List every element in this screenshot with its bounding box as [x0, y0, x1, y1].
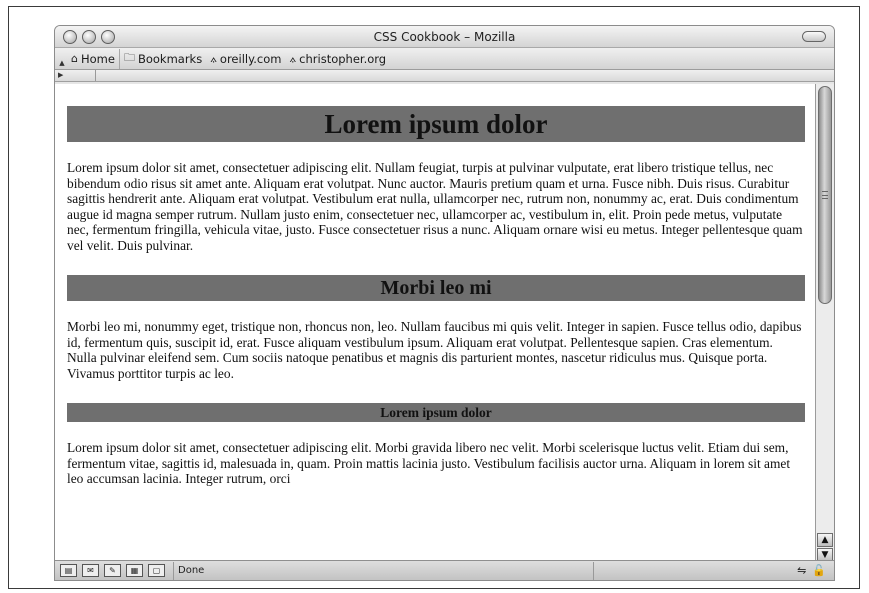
page-content — [55, 84, 815, 562]
paragraph-3: Lorem ipsum dolor sit amet, consectetuer adipiscing elit. Morbi gravida libero nec velit. Morbi scelerisque luctus velit. Etiam dui sem, fermentum vitae, sagittis id, malesuada in, quam. Proin mattis lacinia justo. Vestibulum facilisis auctor urna. Aliquam in lorem sit amet leo accumsan lacinia. Integer rutrum, orci — [67, 440, 791, 486]
status-bar — [55, 560, 834, 580]
browser-window — [54, 25, 835, 581]
expand-toolbar-arrow-icon[interactable]: ▶ — [58, 71, 64, 79]
title-bar[interactable] — [55, 26, 834, 48]
toolbar-bookmarks-label: Bookmarks — [137, 51, 203, 66]
composer-icon[interactable]: ✎ — [104, 564, 121, 577]
toolbar-home-label: Home — [80, 51, 115, 66]
toolbar-bookmarks-button[interactable] — [120, 49, 206, 69]
scroll-down-arrow-icon[interactable]: ▼ — [817, 548, 833, 562]
window-title: CSS Cookbook – Mozilla — [373, 30, 516, 44]
bookmarks-folder-icon: 🗀 — [123, 51, 135, 64]
paragraph-1: Lorem ipsum dolor sit amet, consectetuer adipiscing elit. Nullam feugiat, turpis at pulvinar vulputate, erat libero tristique tellus, nec bibendum odio risus sit amet ante. Aliquam erat volutpat. Nunc auctor. Mauris pretium quam et urna. Fusce nibh. Duis risus. Curabitur sagittis hendrerit ante. Aliquam erat volutpat. Vestibulum erat nulla, ullamcorper nec, rutrum non, nonummy ac, erat. Duis condimentum augue id magna semper rutrum. Nullam justo enim, consectetuer nec, ullamcorper ac, vestibulum in, elit. Proin pede metus, vulputate nec, fermentum fringilla, vehicula vitae, justo. Fusce consectetuer risus a nunc. Aliquam ornare wisi eu metus. Integer pellentesque quam vel velit. Duis pulvinar. — [67, 160, 803, 253]
collapsed-toolbar-strip — [55, 70, 834, 82]
screenshot-frame — [8, 6, 860, 589]
paragraph-2: Morbi leo mi, nonummy eget, tristique non, rhoncus non, leo. Nullam faucibus mi quis velit. Integer in sapien. Fusce tellus odio, dapibus id, fermentum quis, suscipit id, erat. Fusce aliquam vestibulum ipsum. Aliquam erat volutpat. Pellentesque sapien. Cras elementum. Nulla pulvinar eleifend sem. Cum sociis natoque penatibus et magnis dis parturient montes, nascetur ridiculus mus. Quisque porta. Vivamus porttitor turpis ac leo. — [67, 319, 802, 381]
toolbar-link-oreilly-label: oreilly.com — [219, 51, 282, 66]
lock-icon[interactable]: 🔓 — [812, 564, 826, 577]
address-book-icon[interactable]: ▦ — [126, 564, 143, 577]
status-right-icons — [797, 564, 834, 577]
toolbar-link-oreilly[interactable] — [206, 49, 285, 69]
collapse-toolbar-grippy[interactable]: ▲ — [59, 58, 65, 67]
personal-toolbar — [55, 48, 834, 70]
heading-level-3: Lorem ipsum dolor — [67, 403, 805, 422]
online-status-icon[interactable]: ⇋ — [797, 564, 807, 577]
chatzilla-icon[interactable]: ▢ — [148, 564, 165, 577]
toolbar-link-christopher-label: christopher.org — [299, 51, 387, 66]
vertical-scrollbar[interactable] — [815, 84, 834, 562]
bookmark-link-icon: ⟑ — [289, 51, 297, 65]
heading-level-2: Morbi leo mi — [67, 275, 805, 301]
heading-level-1: Lorem ipsum dolor — [67, 106, 805, 142]
scrollbar-grip-icon — [822, 191, 828, 199]
scrollbar-thumb[interactable] — [818, 86, 832, 304]
scroll-up-arrow-icon[interactable]: ▲ — [817, 533, 833, 547]
status-text: Done — [173, 562, 593, 580]
toolbar-toggle-button[interactable] — [802, 31, 826, 42]
toolbar-home-button[interactable] — [67, 49, 120, 69]
bookmark-link-icon: ⟑ — [210, 51, 217, 65]
navigator-icon[interactable]: ▤ — [60, 564, 77, 577]
home-icon: ⌂ — [71, 52, 78, 65]
mail-icon[interactable]: ✉ — [82, 564, 99, 577]
progress-area — [593, 562, 743, 580]
toolbar-link-christopher[interactable] — [285, 49, 390, 69]
